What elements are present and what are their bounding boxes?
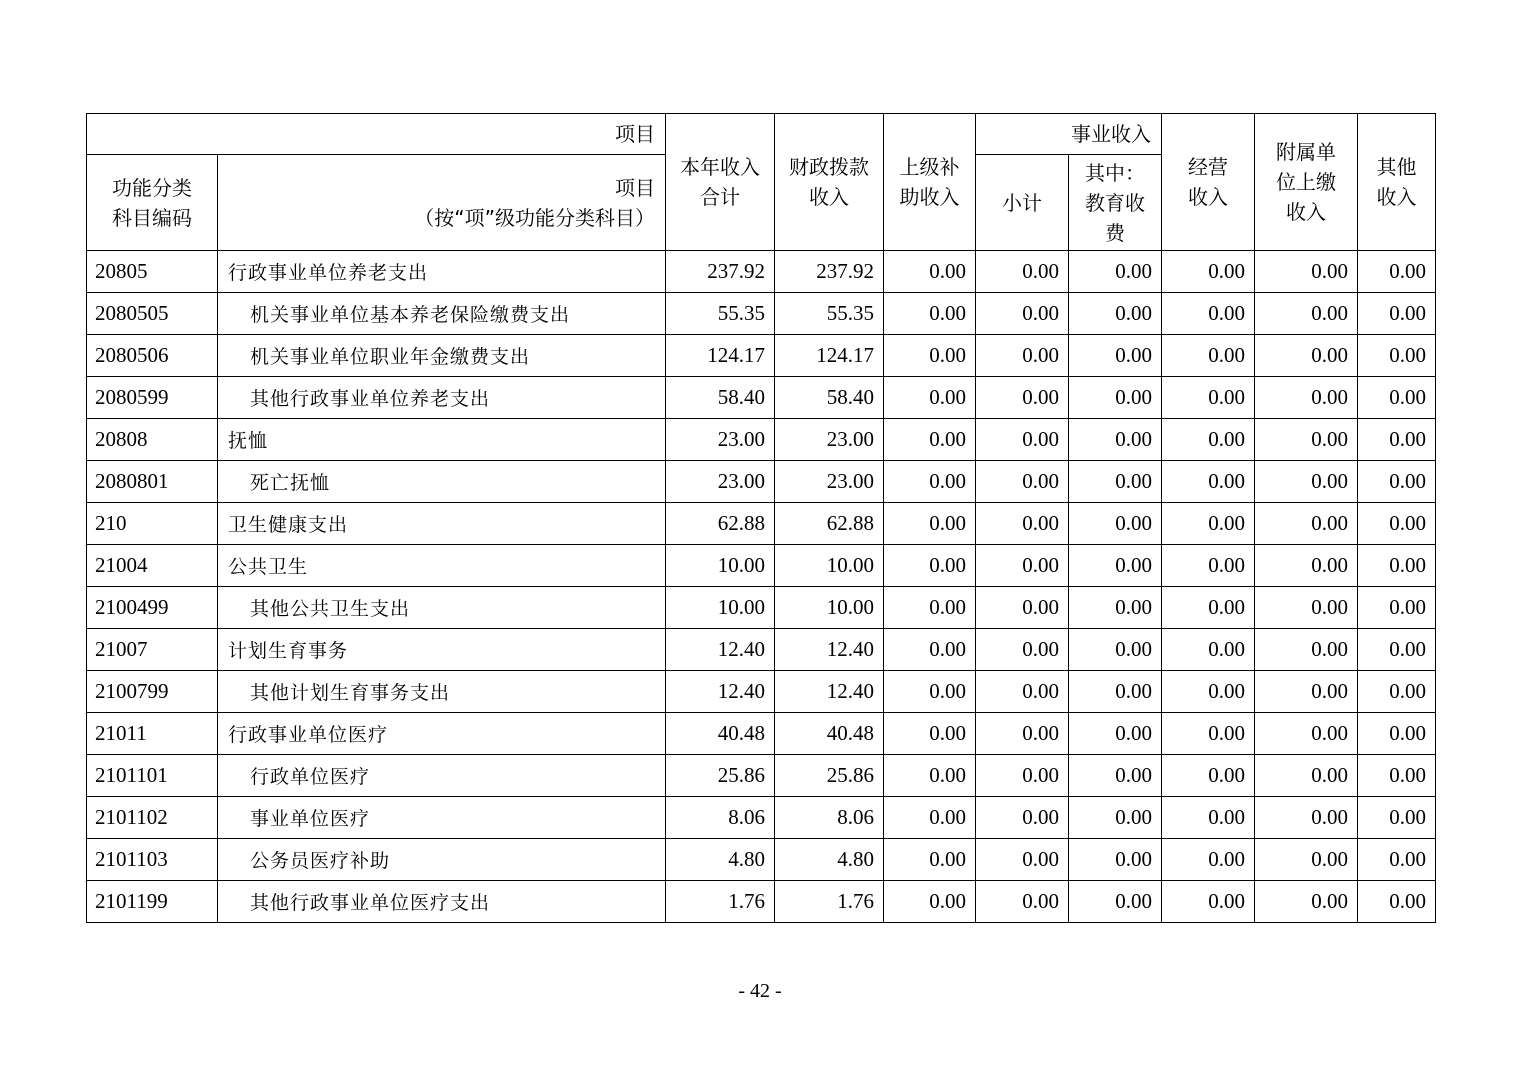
header-operating-text: 经营收入 (1188, 155, 1228, 209)
cell-subtotal: 0.00 (976, 629, 1069, 671)
cell-upper-subsidy: 0.00 (884, 503, 976, 545)
cell-operating: 0.00 (1162, 713, 1255, 755)
cell-total: 237.92 (666, 251, 775, 293)
cell-project-name: 机关事业单位基本养老保险缴费支出 (218, 293, 666, 335)
cell-project-name: 行政事业单位医疗 (218, 713, 666, 755)
cell-edu-fee: 0.00 (1069, 713, 1162, 755)
cell-fiscal: 25.86 (775, 755, 884, 797)
cell-other: 0.00 (1358, 377, 1436, 419)
cell-project-name: 计划生育事务 (218, 629, 666, 671)
cell-upper-subsidy: 0.00 (884, 251, 976, 293)
cell-total: 1.76 (666, 881, 775, 923)
cell-func-code: 2101199 (87, 881, 218, 923)
header-upper-subsidy (884, 114, 976, 251)
cell-fiscal: 8.06 (775, 797, 884, 839)
table-row (87, 377, 1436, 419)
cell-project-name: 其他行政事业单位养老支出 (218, 377, 666, 419)
cell-affiliated: 0.00 (1255, 293, 1358, 335)
header-other-text: 其他收入 (1376, 155, 1417, 209)
cell-affiliated: 0.00 (1255, 629, 1358, 671)
cell-func-code: 20805 (87, 251, 218, 293)
cell-func-code: 21004 (87, 545, 218, 587)
cell-fiscal: 1.76 (775, 881, 884, 923)
cell-affiliated: 0.00 (1255, 671, 1358, 713)
cell-func-code: 2100499 (87, 587, 218, 629)
cell-edu-fee: 0.00 (1069, 755, 1162, 797)
header-project: 项目 (87, 114, 666, 155)
cell-project-name: 公务员医疗补助 (218, 839, 666, 881)
cell-operating: 0.00 (1162, 755, 1255, 797)
table-row (87, 629, 1436, 671)
cell-edu-fee: 0.00 (1069, 251, 1162, 293)
cell-total: 62.88 (666, 503, 775, 545)
cell-other: 0.00 (1358, 755, 1436, 797)
header-upper-subsidy-text: 上级补助收入 (899, 155, 960, 209)
cell-fiscal: 55.35 (775, 293, 884, 335)
cell-edu-fee: 0.00 (1069, 377, 1162, 419)
cell-upper-subsidy: 0.00 (884, 755, 976, 797)
cell-func-code: 2100799 (87, 671, 218, 713)
cell-affiliated: 0.00 (1255, 251, 1358, 293)
cell-other: 0.00 (1358, 629, 1436, 671)
cell-func-code: 2101103 (87, 839, 218, 881)
header-edu-fee-text: 其中：教育收费 (1085, 160, 1145, 245)
table-row (87, 503, 1436, 545)
page-number: - 42 - (738, 980, 782, 1002)
cell-fiscal: 10.00 (775, 587, 884, 629)
cell-func-code: 21011 (87, 713, 218, 755)
cell-affiliated: 0.00 (1255, 713, 1358, 755)
cell-edu-fee: 0.00 (1069, 419, 1162, 461)
table-row (87, 461, 1436, 503)
header-edu-fee (1069, 155, 1162, 251)
table-body (87, 251, 1436, 923)
cell-other: 0.00 (1358, 293, 1436, 335)
cell-upper-subsidy: 0.00 (884, 377, 976, 419)
cell-total: 8.06 (666, 797, 775, 839)
cell-upper-subsidy: 0.00 (884, 713, 976, 755)
cell-upper-subsidy: 0.00 (884, 545, 976, 587)
cell-affiliated: 0.00 (1255, 503, 1358, 545)
cell-upper-subsidy: 0.00 (884, 839, 976, 881)
cell-fiscal: 62.88 (775, 503, 884, 545)
table-row (87, 839, 1436, 881)
cell-subtotal: 0.00 (976, 335, 1069, 377)
cell-total: 10.00 (666, 545, 775, 587)
header-business-income: 事业收入 (976, 114, 1162, 155)
cell-affiliated: 0.00 (1255, 335, 1358, 377)
cell-affiliated: 0.00 (1255, 461, 1358, 503)
header-affiliated-text: 附属单位上缴收入 (1276, 140, 1336, 224)
cell-other: 0.00 (1358, 587, 1436, 629)
table-row (87, 251, 1436, 293)
cell-project-name: 公共卫生 (218, 545, 666, 587)
cell-edu-fee: 0.00 (1069, 671, 1162, 713)
cell-total: 4.80 (666, 839, 775, 881)
cell-operating: 0.00 (1162, 251, 1255, 293)
cell-func-code: 2080599 (87, 377, 218, 419)
cell-operating: 0.00 (1162, 419, 1255, 461)
cell-func-code: 2080505 (87, 293, 218, 335)
cell-other: 0.00 (1358, 251, 1436, 293)
cell-func-code: 2080506 (87, 335, 218, 377)
cell-upper-subsidy: 0.00 (884, 629, 976, 671)
cell-project-name: 事业单位医疗 (218, 797, 666, 839)
cell-operating: 0.00 (1162, 461, 1255, 503)
header-project-sub-label: 项目 (615, 175, 655, 200)
cell-upper-subsidy: 0.00 (884, 293, 976, 335)
cell-affiliated: 0.00 (1255, 881, 1358, 923)
cell-subtotal: 0.00 (976, 587, 1069, 629)
cell-operating: 0.00 (1162, 881, 1255, 923)
cell-fiscal: 58.40 (775, 377, 884, 419)
cell-operating: 0.00 (1162, 671, 1255, 713)
cell-func-code: 2101102 (87, 797, 218, 839)
cell-fiscal: 237.92 (775, 251, 884, 293)
cell-other: 0.00 (1358, 335, 1436, 377)
income-table (86, 113, 1436, 923)
cell-subtotal: 0.00 (976, 419, 1069, 461)
cell-project-name: 其他计划生育事务支出 (218, 671, 666, 713)
cell-other: 0.00 (1358, 839, 1436, 881)
cell-edu-fee: 0.00 (1069, 545, 1162, 587)
cell-project-name: 行政单位医疗 (218, 755, 666, 797)
header-func-code (87, 155, 218, 251)
cell-total: 124.17 (666, 335, 775, 377)
cell-other: 0.00 (1358, 461, 1436, 503)
cell-operating: 0.00 (1162, 629, 1255, 671)
cell-other: 0.00 (1358, 545, 1436, 587)
cell-fiscal: 12.40 (775, 671, 884, 713)
cell-subtotal: 0.00 (976, 293, 1069, 335)
cell-subtotal: 0.00 (976, 461, 1069, 503)
cell-fiscal: 23.00 (775, 419, 884, 461)
cell-upper-subsidy: 0.00 (884, 461, 976, 503)
cell-affiliated: 0.00 (1255, 545, 1358, 587)
cell-other: 0.00 (1358, 671, 1436, 713)
cell-other: 0.00 (1358, 503, 1436, 545)
cell-fiscal: 124.17 (775, 335, 884, 377)
cell-edu-fee: 0.00 (1069, 881, 1162, 923)
header-subtotal: 小计 (976, 155, 1069, 251)
cell-subtotal: 0.00 (976, 377, 1069, 419)
cell-subtotal: 0.00 (976, 713, 1069, 755)
cell-project-name: 机关事业单位职业年金缴费支出 (218, 335, 666, 377)
header-total (666, 114, 775, 251)
header-affiliated (1255, 114, 1358, 251)
table-row (87, 545, 1436, 587)
cell-upper-subsidy: 0.00 (884, 671, 976, 713)
cell-total: 25.86 (666, 755, 775, 797)
cell-project-name: 其他公共卫生支出 (218, 587, 666, 629)
cell-upper-subsidy: 0.00 (884, 335, 976, 377)
cell-total: 23.00 (666, 419, 775, 461)
cell-edu-fee: 0.00 (1069, 503, 1162, 545)
cell-other: 0.00 (1358, 797, 1436, 839)
header-project-note: （按“项”级功能分类科目） (414, 205, 655, 230)
table-row (87, 671, 1436, 713)
cell-edu-fee: 0.00 (1069, 461, 1162, 503)
cell-operating: 0.00 (1162, 335, 1255, 377)
cell-edu-fee: 0.00 (1069, 587, 1162, 629)
cell-affiliated: 0.00 (1255, 755, 1358, 797)
cell-total: 10.00 (666, 587, 775, 629)
cell-subtotal: 0.00 (976, 251, 1069, 293)
table-row (87, 797, 1436, 839)
cell-operating: 0.00 (1162, 503, 1255, 545)
cell-upper-subsidy: 0.00 (884, 797, 976, 839)
cell-total: 58.40 (666, 377, 775, 419)
cell-operating: 0.00 (1162, 587, 1255, 629)
cell-subtotal: 0.00 (976, 797, 1069, 839)
cell-fiscal: 23.00 (775, 461, 884, 503)
cell-operating: 0.00 (1162, 545, 1255, 587)
cell-fiscal: 10.00 (775, 545, 884, 587)
cell-subtotal: 0.00 (976, 545, 1069, 587)
cell-edu-fee: 0.00 (1069, 839, 1162, 881)
cell-upper-subsidy: 0.00 (884, 587, 976, 629)
table-row (87, 293, 1436, 335)
cell-project-name: 行政事业单位养老支出 (218, 251, 666, 293)
cell-other: 0.00 (1358, 419, 1436, 461)
cell-operating: 0.00 (1162, 377, 1255, 419)
table-row (87, 713, 1436, 755)
cell-upper-subsidy: 0.00 (884, 419, 976, 461)
cell-subtotal: 0.00 (976, 755, 1069, 797)
cell-project-name: 卫生健康支出 (218, 503, 666, 545)
cell-project-name: 死亡抚恤 (218, 461, 666, 503)
cell-operating: 0.00 (1162, 797, 1255, 839)
header-project-sub (218, 155, 666, 251)
cell-operating: 0.00 (1162, 293, 1255, 335)
header-other (1358, 114, 1436, 251)
cell-total: 12.40 (666, 671, 775, 713)
header-func-code-text: 功能分类科目编码 (112, 175, 192, 230)
cell-subtotal: 0.00 (976, 503, 1069, 545)
header-fiscal-text: 财政拨款收入 (789, 155, 869, 209)
header-operating (1162, 114, 1255, 251)
cell-func-code: 21007 (87, 629, 218, 671)
cell-project-name: 其他行政事业单位医疗支出 (218, 881, 666, 923)
table-row (87, 881, 1436, 923)
cell-edu-fee: 0.00 (1069, 293, 1162, 335)
cell-edu-fee: 0.00 (1069, 335, 1162, 377)
header-total-text: 本年收入合计 (680, 155, 760, 209)
cell-upper-subsidy: 0.00 (884, 881, 976, 923)
cell-affiliated: 0.00 (1255, 377, 1358, 419)
cell-func-code: 210 (87, 503, 218, 545)
table-row (87, 587, 1436, 629)
cell-affiliated: 0.00 (1255, 419, 1358, 461)
cell-affiliated: 0.00 (1255, 587, 1358, 629)
cell-other: 0.00 (1358, 881, 1436, 923)
cell-func-code: 20808 (87, 419, 218, 461)
header-fiscal (775, 114, 884, 251)
cell-func-code: 2080801 (87, 461, 218, 503)
cell-fiscal: 40.48 (775, 713, 884, 755)
cell-edu-fee: 0.00 (1069, 629, 1162, 671)
cell-other: 0.00 (1358, 713, 1436, 755)
cell-fiscal: 4.80 (775, 839, 884, 881)
cell-operating: 0.00 (1162, 839, 1255, 881)
cell-func-code: 2101101 (87, 755, 218, 797)
cell-total: 40.48 (666, 713, 775, 755)
cell-affiliated: 0.00 (1255, 797, 1358, 839)
table-row (87, 335, 1436, 377)
cell-project-name: 抚恤 (218, 419, 666, 461)
cell-total: 12.40 (666, 629, 775, 671)
cell-affiliated: 0.00 (1255, 839, 1358, 881)
cell-total: 55.35 (666, 293, 775, 335)
cell-subtotal: 0.00 (976, 881, 1069, 923)
cell-fiscal: 12.40 (775, 629, 884, 671)
cell-subtotal: 0.00 (976, 671, 1069, 713)
table-row (87, 755, 1436, 797)
cell-total: 23.00 (666, 461, 775, 503)
cell-edu-fee: 0.00 (1069, 797, 1162, 839)
table-row (87, 419, 1436, 461)
cell-subtotal: 0.00 (976, 839, 1069, 881)
